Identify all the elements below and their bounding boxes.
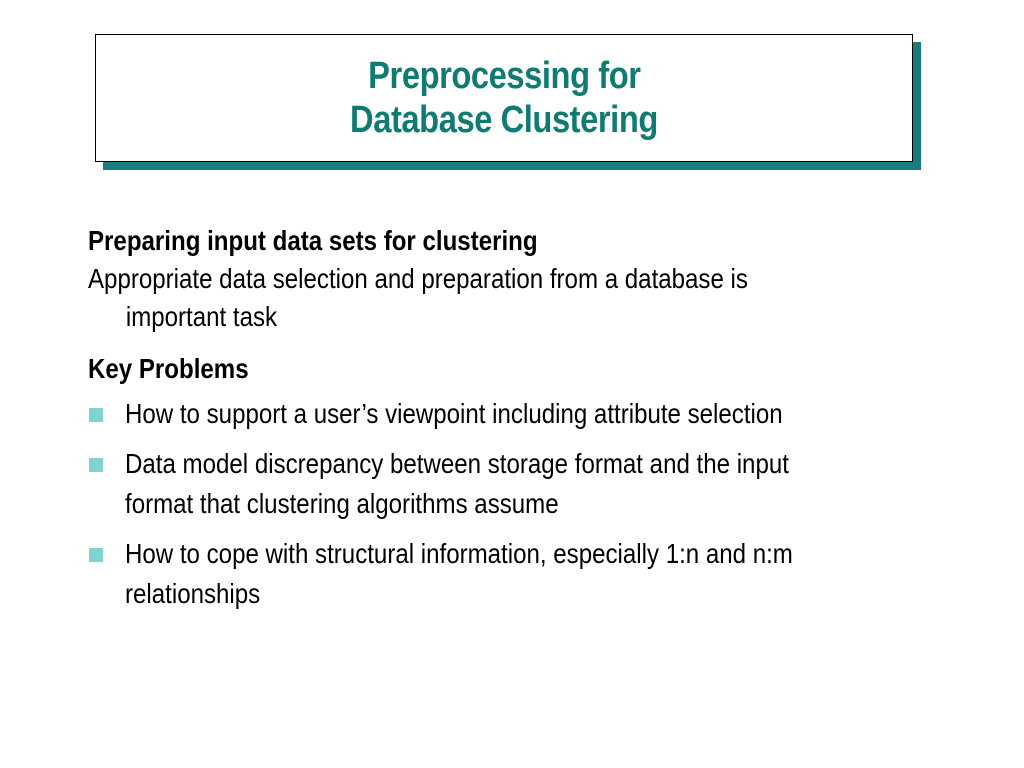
slide-body [88,222,968,624]
bullet-text-line-2: format that clustering algorithms assume [125,488,559,519]
square-bullet-icon [89,548,103,562]
title-line-1: Preprocessing for [367,55,641,97]
bullet-text-line-1: How to cope with structural information, especially 1:n and n:m [125,538,793,569]
title-line-2: Database Clustering [350,99,658,141]
bullet-text-line-1: How to support a user’s viewpoint including attribute selection [125,398,783,429]
title-box [95,34,913,162]
section-heading-preparing: Preparing input data sets for clustering [88,225,538,256]
square-bullet-icon [89,458,103,472]
section-text-line-2: important task [125,301,278,332]
bullet-text-line-2: relationships [125,578,261,609]
section-heading-key-problems: Key Problems [88,353,249,384]
list-item [88,394,968,434]
key-problems-list [88,394,968,614]
list-item [88,444,968,524]
list-item [88,534,968,614]
bullet-text-line-1: Data model discrepancy between storage format and the input [125,448,789,479]
square-bullet-icon [89,408,103,422]
section-text-line-1: Appropriate data selection and preparation from a database is [88,263,748,294]
